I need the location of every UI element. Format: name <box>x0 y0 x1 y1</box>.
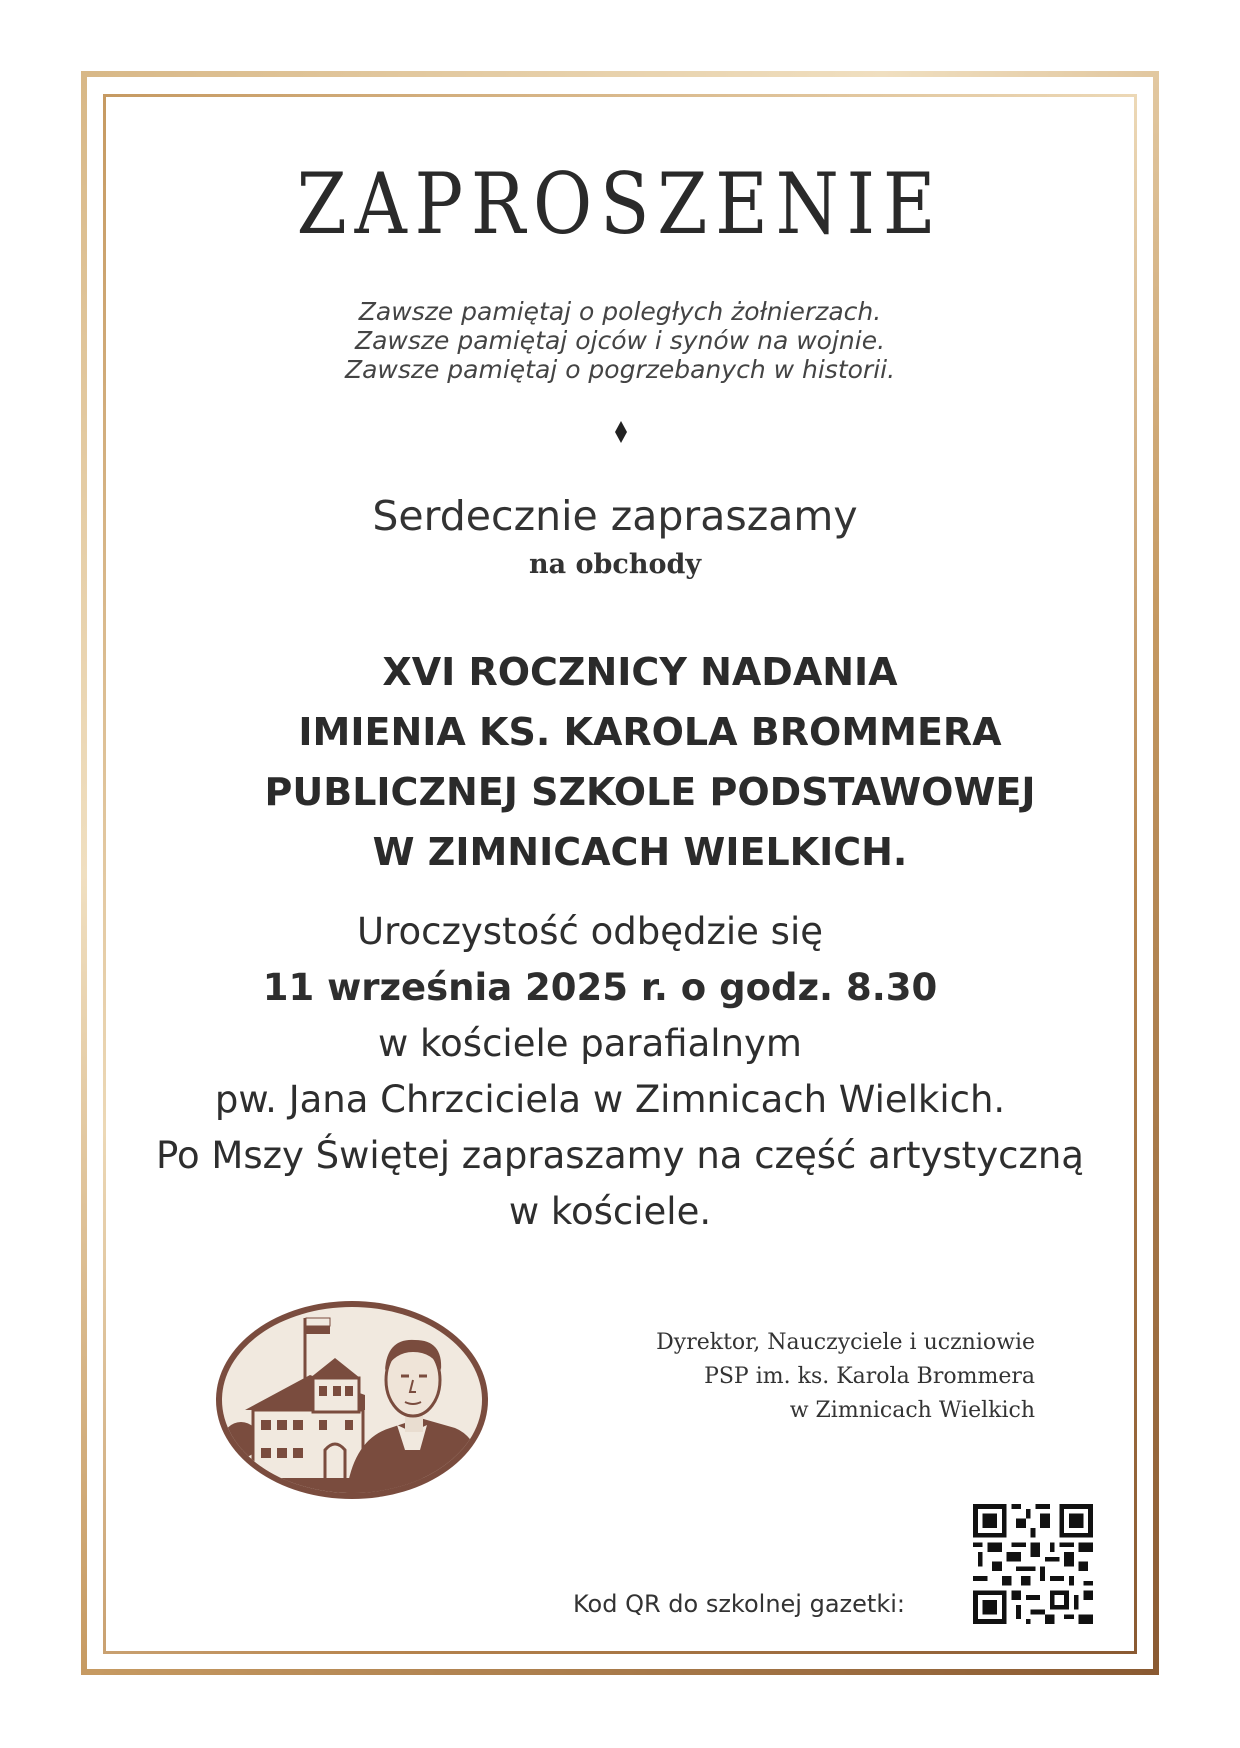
details-line: w kościele parafialnym <box>378 1022 802 1065</box>
poem <box>0 297 1240 384</box>
invite-text: Serdecznie zapraszamy <box>372 492 858 540</box>
page-title: ZAPROSZENIE <box>296 155 944 253</box>
poem-line: Zawsze pamiętaj o poległych żołnierzach. <box>358 297 882 326</box>
details-line: Po Mszy Świętej zapraszamy na część artystyczną <box>156 1134 1084 1177</box>
signature <box>656 1326 1035 1428</box>
sub-invite-text: na obchody <box>528 549 702 580</box>
headline-line: IMIENIA KS. KAROLA BROMMERA <box>298 710 1002 754</box>
details-line: pw. Jana Chrzciciela w Zimnicach Wielkich. <box>214 1078 1006 1121</box>
qr-code-icon[interactable] <box>973 1504 1093 1624</box>
qr-label: Kod QR do szkolnej gazetki: <box>573 1590 905 1618</box>
details-line: w kościele. <box>508 1190 712 1233</box>
poem-line: Zawsze pamiętaj o pogrzebanych w historii. <box>344 355 896 384</box>
headline-line: W ZIMNICACH WIELKICH. <box>372 830 908 874</box>
signature-line: Dyrektor, Nauczyciele i uczniowie <box>656 1330 1035 1355</box>
poem-line: Zawsze pamiętaj ojców i synów na wojnie. <box>354 326 886 355</box>
diamond-divider <box>296 420 946 444</box>
event-date: 11 września 2025 r. o godz. 8.30 <box>262 966 938 1009</box>
signature-line: PSP im. ks. Karola Brommera <box>704 1364 1035 1389</box>
details-line: Uroczystość odbędzie się <box>357 910 823 953</box>
event-details <box>0 904 1240 1240</box>
signature-line: w Zimnicach Wielkich <box>789 1398 1035 1423</box>
headline <box>0 642 1240 882</box>
headline-line: XVI ROCZNICY NADANIA <box>382 650 898 694</box>
headline-line: PUBLICZNEJ SZKOLE PODSTAWOWEJ <box>264 770 1036 814</box>
school-logo-icon <box>215 1300 490 1500</box>
